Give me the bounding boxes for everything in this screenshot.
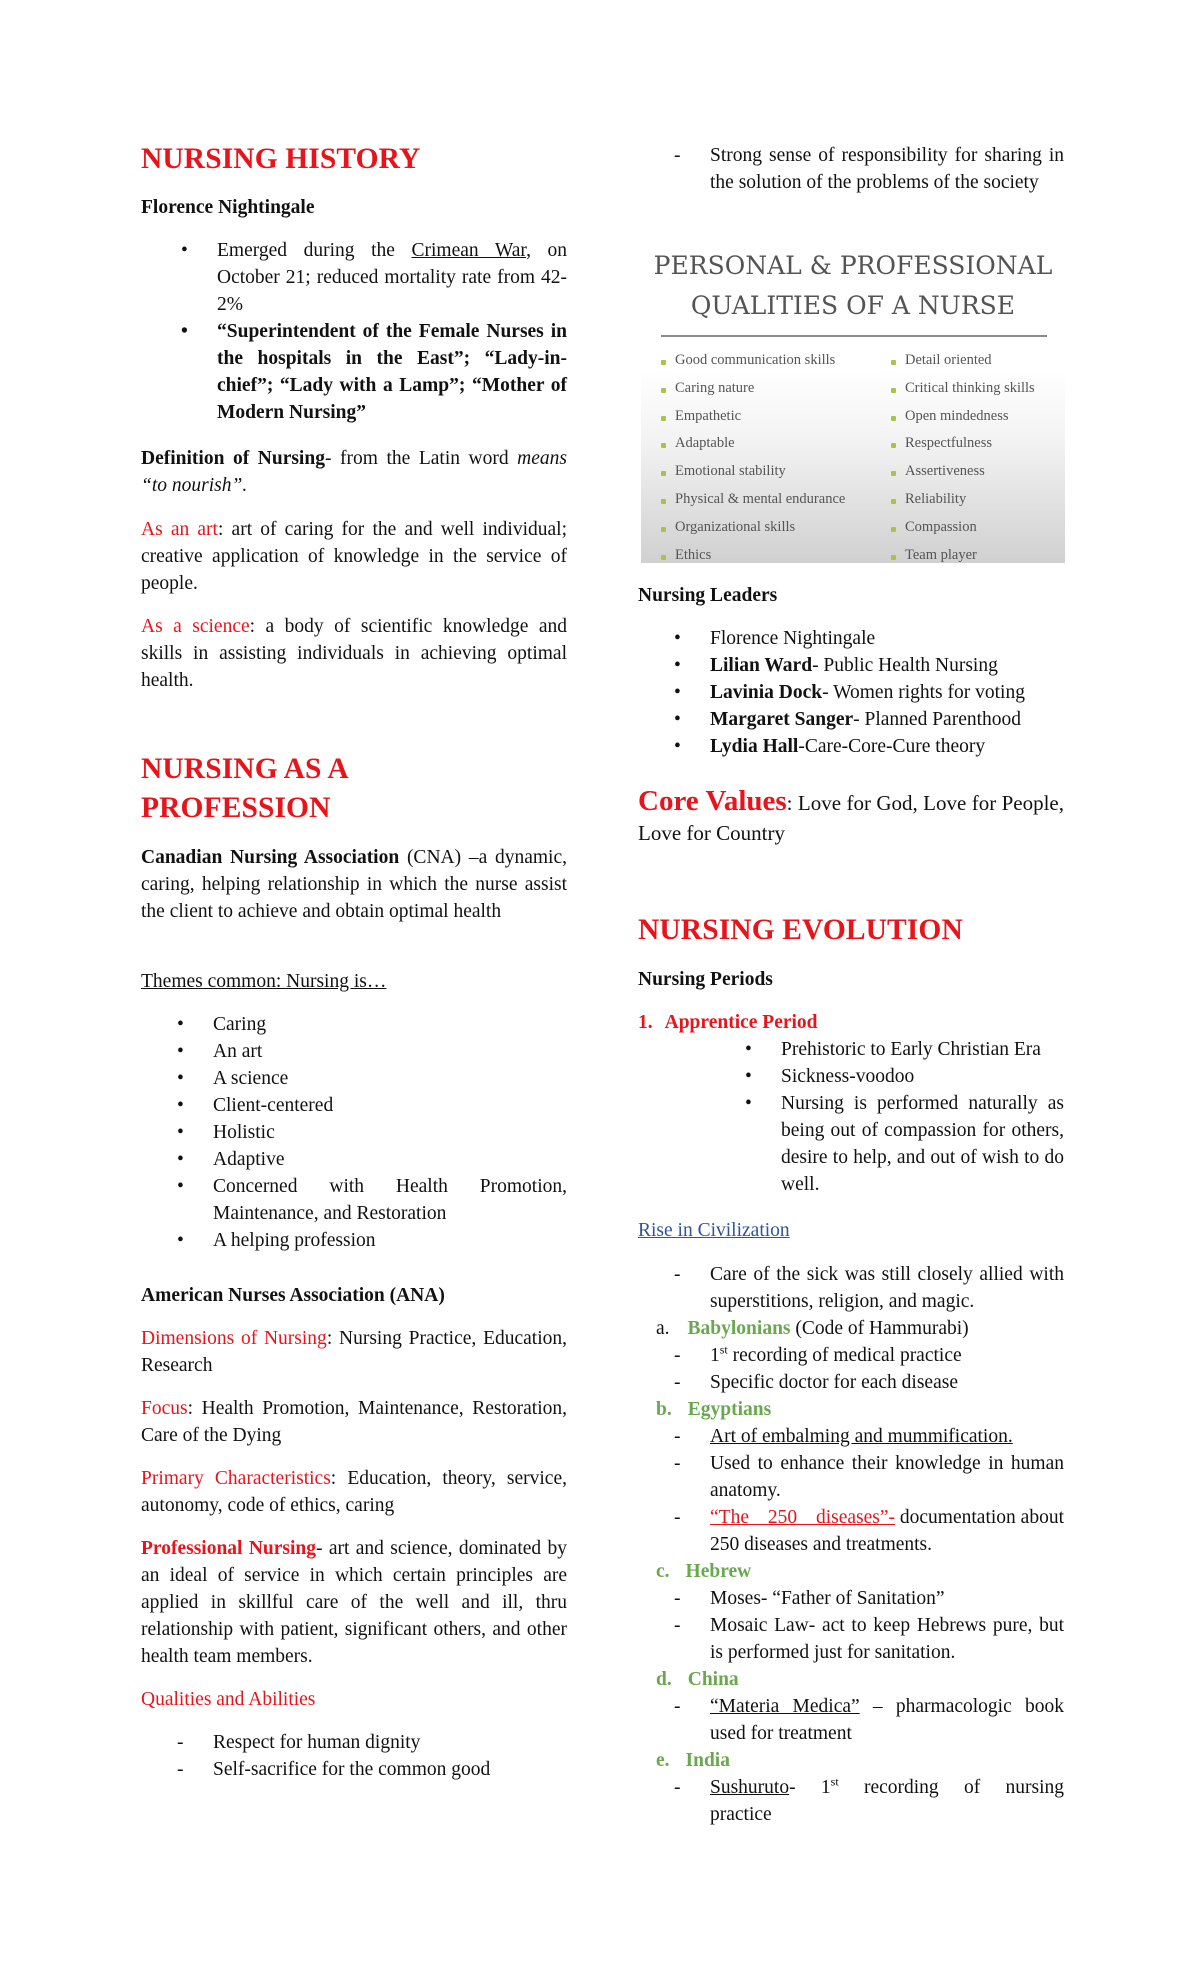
list-item: • Sickness-voodoo	[638, 1063, 1064, 1090]
infographic-item: Open mindedness	[905, 407, 1009, 424]
infographic-bullet-icon	[891, 555, 896, 560]
egyptians-item-2: - Used to enhance their knowledge in human anatomy.	[674, 1453, 1064, 1501]
crimean-war-text: Crimean War	[411, 240, 527, 261]
list-item: • Nursing is performed naturally as being out of compassion for others, desire to help, and out of wish to do well.	[638, 1090, 1064, 1198]
india-item-1: - Sushuruto- 1st recording of nursing practice	[674, 1774, 1064, 1825]
leaders-list	[638, 625, 1064, 760]
infographic-item: Detail oriented	[905, 352, 992, 368]
infographic-item: Reliability	[905, 491, 967, 507]
infographic-item: Empathetic	[675, 407, 742, 424]
qualities-infographic-image	[641, 239, 1065, 563]
list-item: - Respect for human dignity	[177, 1732, 421, 1753]
babylonians-item-1: - 1st recording of medical practice	[674, 1342, 962, 1366]
infographic-item: Emotional stability	[675, 463, 786, 480]
china: d. China	[656, 1669, 739, 1690]
heading-nursing-evolution: NURSING EVOLUTION	[638, 914, 963, 946]
infographic-item: Physical & mental endurance	[675, 491, 846, 507]
core-values: Core Values: Love for God, Love for People, Love for Country	[638, 785, 1064, 845]
heading-nursing-history: NURSING HISTORY	[141, 143, 421, 175]
infographic-bullet-icon	[891, 527, 896, 532]
infographic-item: Adaptable	[675, 435, 735, 452]
list-item: • An art	[141, 1038, 567, 1065]
infographic-bullet-icon	[661, 555, 666, 560]
list-item: • Concerned with Health Promotion, Maintenance, and Restoration	[141, 1173, 567, 1227]
infographic-bullet-icon	[661, 527, 666, 532]
heading-nursing-as-a-profession: NURSING AS A PROFESSION	[141, 753, 349, 824]
hebrew-item-1: - Moses- “Father of Sanitation”	[674, 1588, 945, 1609]
dimensions-of-nursing: Dimensions of Nursing: Nursing Practice, Education, Research	[141, 1328, 567, 1376]
infographic-item: Respectfulness	[905, 435, 992, 452]
infographic-bullet-icon	[891, 388, 896, 393]
infographic-item: Assertiveness	[905, 463, 985, 480]
list-item: • Adaptive	[141, 1146, 567, 1173]
infographic-bullet-icon	[891, 443, 896, 448]
cna-definition: Canadian Nursing Association (CNA) –a dynamic, caring, helping relationship in which the nurse assist the client to achieve and obtain optimal health	[141, 847, 567, 922]
egyptians: b. Egyptians	[656, 1399, 772, 1420]
infographic-item: Organizational skills	[675, 518, 796, 535]
infographic-bullet-icon	[891, 499, 896, 504]
qualities-list	[141, 1729, 567, 1783]
ana-heading: American Nurses Association (ANA)	[141, 1285, 445, 1306]
qualities-heading: Qualities and Abilities	[141, 1689, 316, 1710]
themes-label: Themes common: Nursing is…	[141, 971, 387, 992]
nursing-periods-heading: Nursing Periods	[638, 969, 773, 990]
india: e. India	[656, 1750, 730, 1771]
primary-characteristics: Primary Characteristics: Education, theory, service, autonomy, code of ethics, caring	[141, 1468, 567, 1516]
list-item: • Florence Nightingale	[638, 625, 1064, 652]
florence-list	[141, 237, 567, 426]
egyptians-item-3: - “The 250 diseases”- documentation about 250 diseases and treatments.	[674, 1507, 1064, 1555]
apprentice-list	[638, 1036, 1064, 1198]
list-item: • Client-centered	[141, 1092, 567, 1119]
infographic-title-line-2: QUALITIES OF A NURSE	[690, 291, 1016, 320]
infographic-bullet-icon	[661, 443, 666, 448]
florence-heading: Florence Nightingale	[141, 197, 315, 218]
professional-nursing: Professional Nursing- art and science, dominated by an ideal of service in which certain principles are applied in skillful care of the well and ill, thru relationship with patient, significant others, and other health team members.	[141, 1538, 567, 1667]
infographic-bullet-icon	[661, 416, 666, 421]
infographic-bullet-icon	[661, 360, 666, 365]
as-an-art: As an art: art of caring for the and well individual; creative application of knowledge in the service of people.	[141, 519, 567, 594]
infographic-bullet-icon	[891, 416, 896, 421]
china-item-1: - “Materia Medica” – pharmacologic book used for treatment	[674, 1696, 1064, 1744]
infographic-bullet-icon	[891, 471, 896, 476]
infographic-item: Ethics	[675, 546, 712, 563]
infographic-divider	[661, 335, 1047, 337]
list-item: • A science	[141, 1065, 567, 1092]
list-item: • Lavinia Dock- Women rights for voting	[638, 679, 1064, 706]
definition-of-nursing: Definition of Nursing- from the Latin word means “to nourish”.	[141, 448, 567, 496]
list-item: • Lilian Ward- Public Health Nursing	[638, 652, 1064, 679]
babylonians: a. Babylonians (Code of Hammurabi)	[656, 1318, 969, 1339]
infographic-item: Team player	[905, 546, 977, 563]
as-a-science: As a science: a body of scientific knowledge and skills in assisting individuals in achieving optimal health.	[141, 616, 568, 691]
list-item: • Prehistoric to Early Christian Era	[638, 1036, 1064, 1063]
apprentice-period: 1. Apprentice Period	[638, 1012, 818, 1033]
infographic-item: Caring nature	[675, 379, 755, 396]
hebrew: c. Hebrew	[656, 1561, 752, 1582]
nursing-leaders-heading: Nursing Leaders	[638, 585, 778, 606]
babylonians-item-2: - Specific doctor for each disease	[674, 1372, 958, 1393]
list-item: • Margaret Sanger- Planned Parenthood	[638, 706, 1064, 733]
infographic-bullet-icon	[891, 360, 896, 365]
focus: Focus: Health Promotion, Maintenance, Restoration, Care of the Dying	[141, 1398, 567, 1446]
list-item: • Emerged during the Crimean War, on October 21; reduced mortality rate from 42-2%	[141, 237, 567, 318]
egyptians-item-1: - Art of embalming and mummification.	[674, 1426, 1013, 1447]
list-item: • “Superintendent of the Female Nurses in the hospitals in the East”; “Lady-in-chief”; “Lady with a Lamp”; “Mother of Modern Nursing”	[141, 318, 567, 426]
themes-list	[141, 1011, 567, 1254]
infographic-item: Good communication skills	[675, 352, 836, 368]
list-item: - Self-sacrifice for the common good	[177, 1759, 491, 1780]
list-item: • Caring	[141, 1011, 567, 1038]
rise-in-civilization: Rise in Civilization	[638, 1220, 790, 1241]
infographic-item: Compassion	[905, 518, 977, 535]
infographic-item: Critical thinking skills	[905, 379, 1035, 396]
infographic-bullet-icon	[661, 388, 666, 393]
list-item: • Lydia Hall-Care-Core-Cure theory	[638, 733, 1064, 760]
list-item: • A helping profession	[141, 1227, 567, 1254]
list-item: • Holistic	[141, 1119, 567, 1146]
infographic-bullet-icon	[661, 499, 666, 504]
rise-description: - Care of the sick was still closely allied with superstitions, religion, and magic.	[674, 1264, 1064, 1312]
infographic-bullet-icon	[661, 471, 666, 476]
quality-item-3: - Strong sense of responsibility for sharing in the solution of the problems of the society	[674, 145, 1064, 193]
hebrew-item-2: - Mosaic Law- act to keep Hebrews pure, but is performed just for sanitation.	[674, 1615, 1064, 1663]
infographic-title-line-1: PERSONAL & PROFESSIONAL	[653, 251, 1053, 280]
